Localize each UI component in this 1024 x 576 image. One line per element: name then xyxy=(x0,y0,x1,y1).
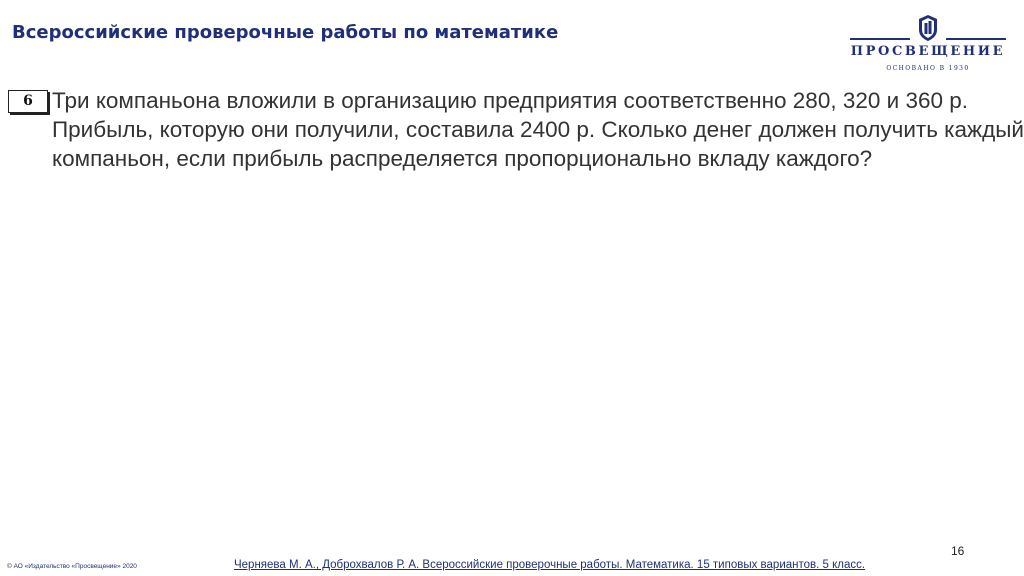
task-line: компаньон, если прибыль распределяется пропорционально вкладу каждого? xyxy=(52,146,873,171)
task-number-box: 6 xyxy=(8,90,48,113)
logo-wordmark: ПРОСВЕЩЕНИЕ xyxy=(850,44,1006,59)
publisher-logo xyxy=(848,14,1008,76)
logo-rule-right xyxy=(946,38,1006,40)
page-number: 16 xyxy=(951,544,965,558)
logo-rule-left xyxy=(850,38,910,40)
copyright-notice: © АО «Издательство «Просвещение» 2020 xyxy=(7,563,137,570)
task-line: Прибыль, которую они получили, составила 2400 р. Сколько денег должен получить каждый xyxy=(52,117,1024,142)
task-line: Три компаньона вложили в организацию предприятия соответственно 280, 320 и 360 р. xyxy=(52,88,969,113)
logo-tagline: ОСНОВАНО В 1930 xyxy=(886,65,970,72)
task-statement xyxy=(52,86,1024,173)
page-title: Всероссийские проверочные работы по математике xyxy=(12,22,559,43)
logo-emblem-icon xyxy=(916,14,940,42)
citation-link[interactable]: Черняева М. А., Доброхвалов Р. А. Всероссийские проверочные работы. Математика. 15 типовых вариантов. 5 класс. xyxy=(234,559,866,571)
